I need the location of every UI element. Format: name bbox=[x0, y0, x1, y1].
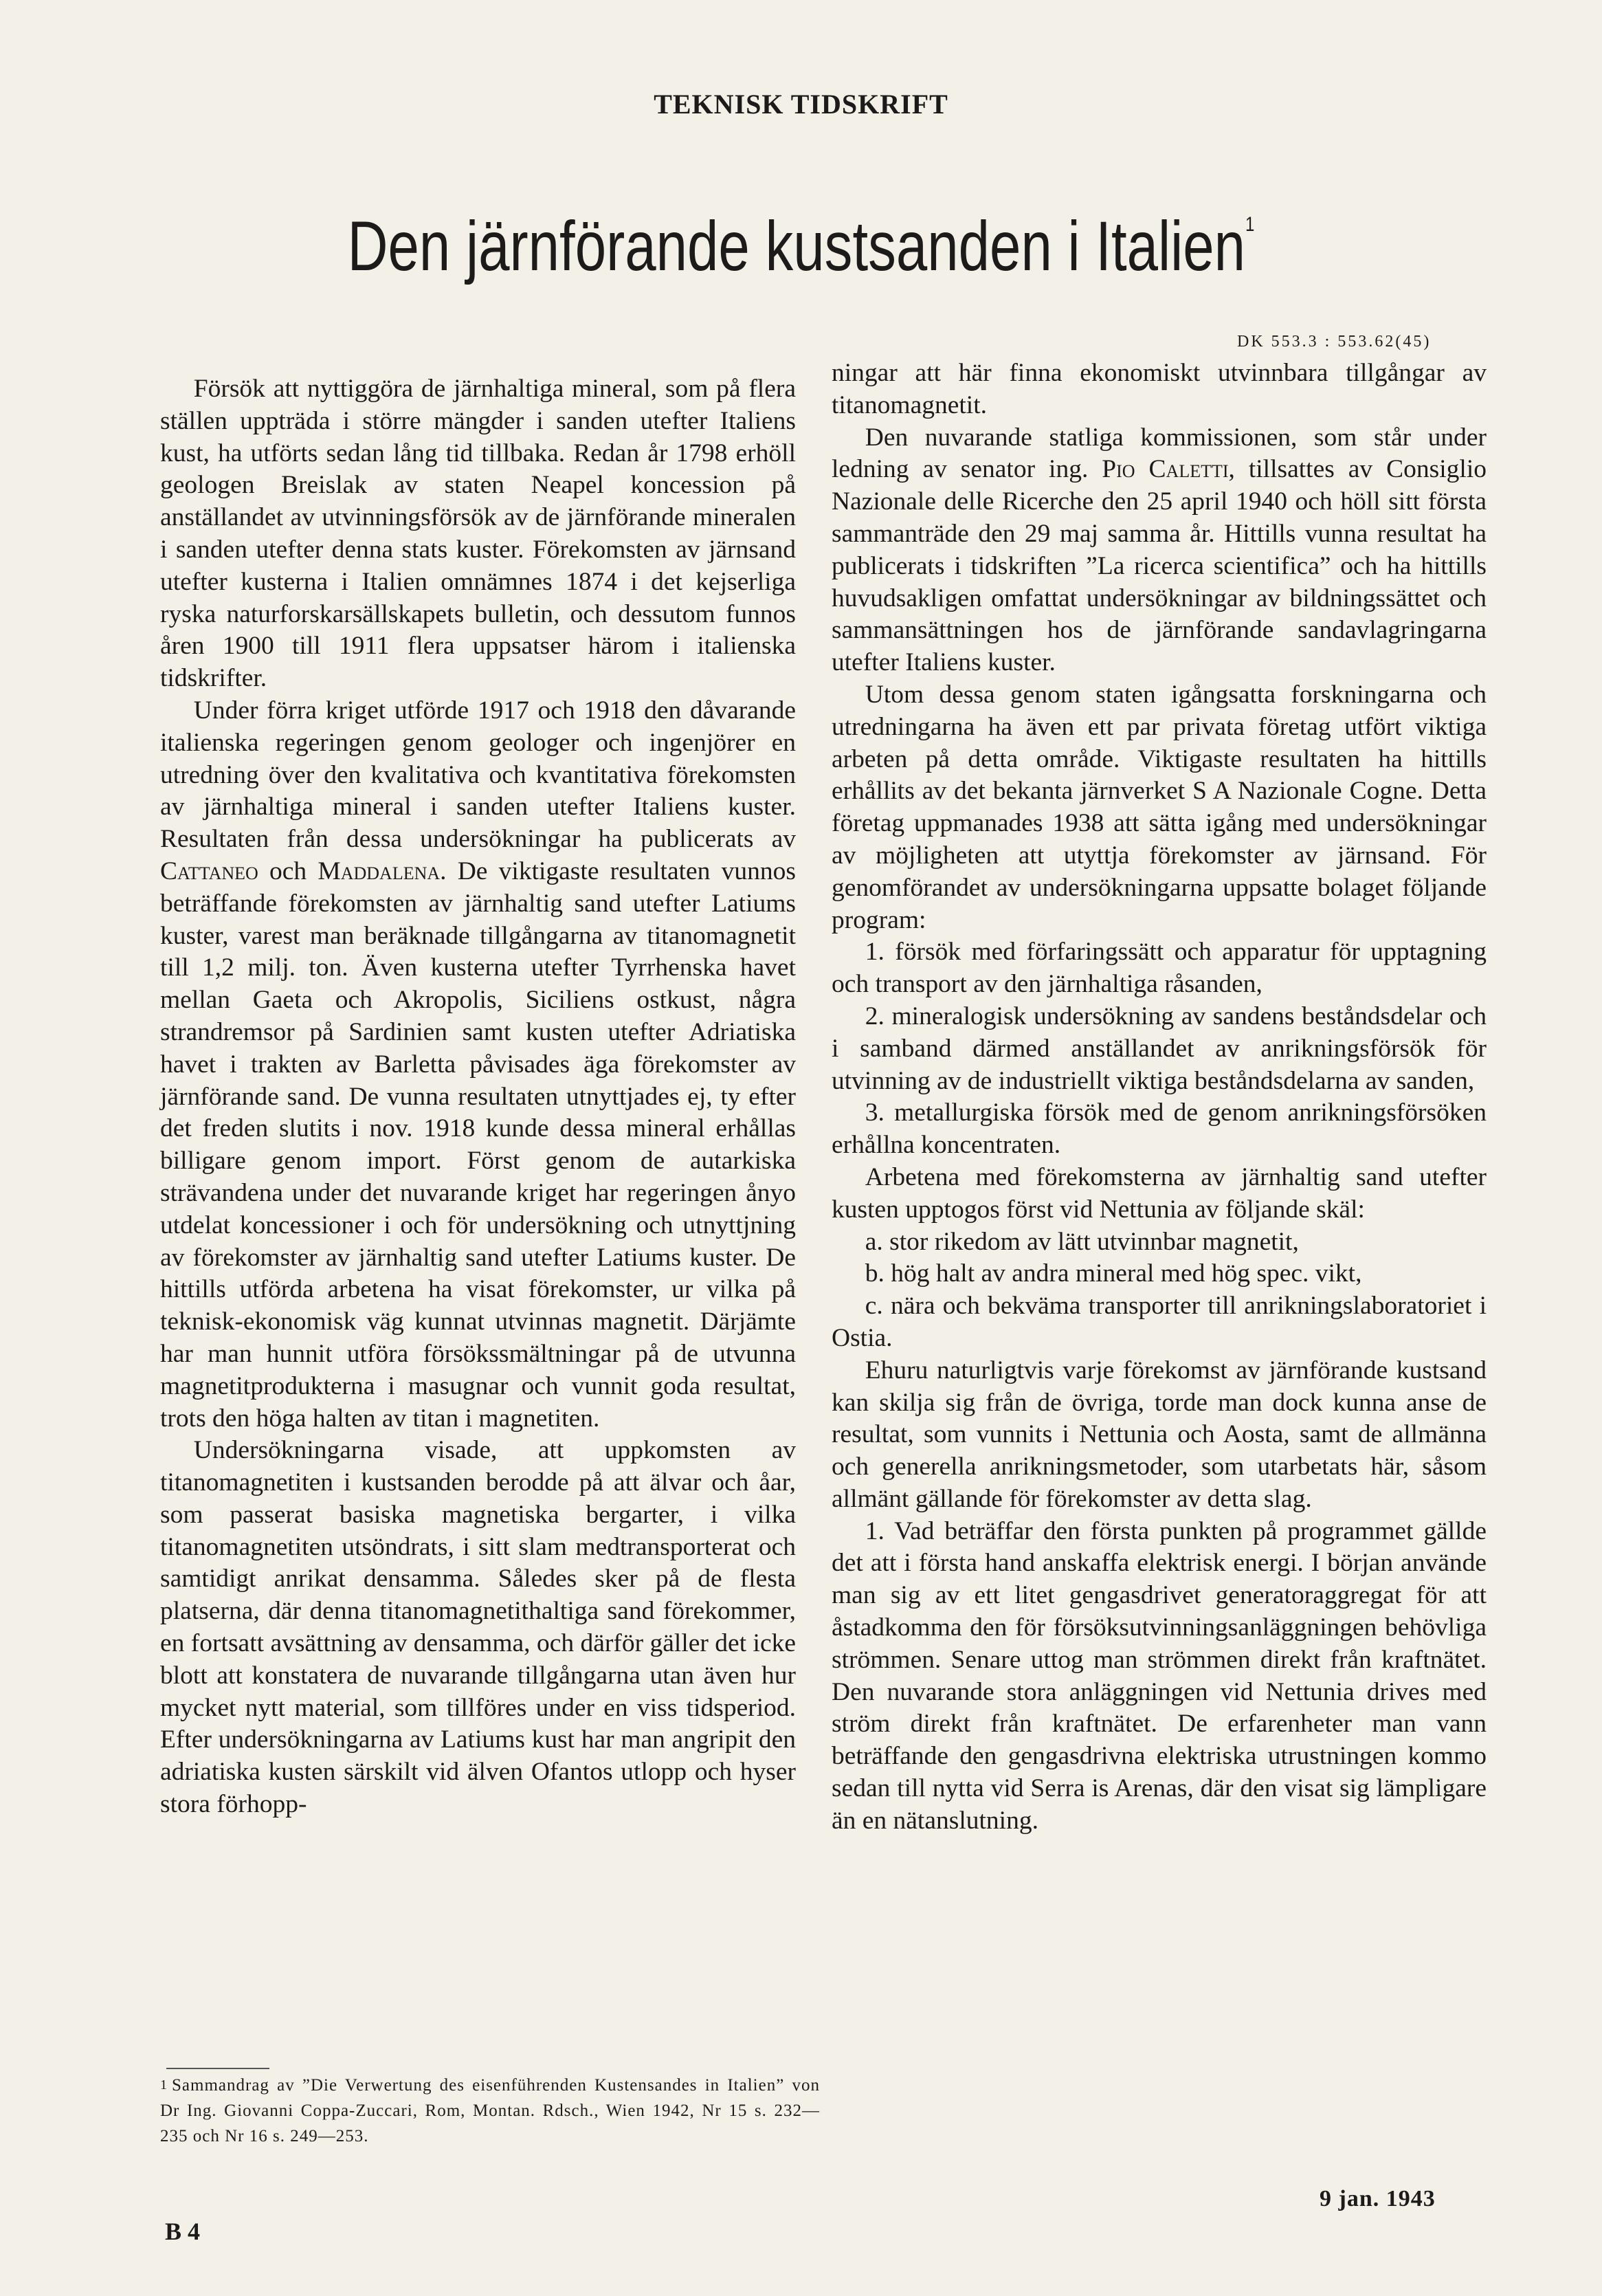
list-item: b. hög halt av andra mineral med hög spec. vikt, bbox=[865, 1259, 1362, 1288]
author-name: Maddalena bbox=[318, 857, 441, 885]
article-title bbox=[160, 208, 1442, 285]
paragraph-text: , tillsattes av Consiglio Nazionale delle Ricerche den 25 april 1940 och höll sitt första sammanträde den 29 maj samma år. Hittills vunna resultat ha publicerats i tidskriften ”La ricerca scientifica” och ha hittills huvudsakligen omfattat undersökningar av bildningssättet och sammansättningen hos de järnförande sandavlagringarna utefter Italiens kuster. bbox=[832, 455, 1487, 677]
footnote-number: 1 bbox=[160, 2077, 168, 2093]
footnote-divider bbox=[166, 2068, 269, 2069]
list-item: c. nära och bekväma transporter till anrikningslaboratoriet i Ostia. bbox=[832, 1292, 1487, 1352]
journal-masthead: TEKNISK TIDSKRIFT bbox=[654, 89, 948, 120]
paragraph bbox=[160, 695, 796, 1435]
list-item: a. stor rikedom av lätt utvinnbar magnetit, bbox=[865, 1227, 1299, 1256]
footnote-text: Sammandrag av ”Die Verwertung des eisenführenden Kustensandes in Italien” von Dr Ing. Giovanni Coppa-Zuccari, Rom, Montan. Rdsch., Wien 1942, Nr 15 s. 232—235 och Nr 16 s. 249—253. bbox=[160, 2076, 820, 2145]
paragraph: 1. Vad beträffar den första punkten på programmet gällde det att i första hand anskaffa elektrisk energi. I början använde man sig av ett litet gengasdrivet generatoraggregat för att åstadkomma den för försöksutvinningsanläggningen behövliga strömmen. Senare uttog man strömmen direkt från kraftnätet. Den nuvarande stora anläggningen vid Nettunia drives med ström direkt från kraftnätet. De erfarenheter man vann beträffande den gengasdrivna elektriska utrustningen kommo sedan till nytta vid Serra is Arenas, där den visat sig lämpligare än en nätanslutning. bbox=[832, 1516, 1487, 1835]
paragraph: Undersökningarna visade, att uppkomsten av titanomagnetiten i kustsanden berodde på att älvar och åar, som passerat basiska magnetiska bergarter, i vilka titanomagnetiten utsöndrats, i sitt slam medtransporterat och samtidigt anrikat densamma. Således sker på de flesta platserna, där denna titanomagnetithaltiga sand förekommer, en fortsatt avsättning av densamma, och därför gäller det icke blott att konstatera de nuvarande tillgångarna utan även hur mycket nytt material, som tillföres under en viss tidsperiod. Efter undersökningarna av Latiums kust har man angripit den adriatiska kusten särskilt vid älven Ofantos utlopp och hyser stora förhopp- bbox=[160, 1436, 796, 1819]
paragraph: Arbetena med förekomsterna av järnhaltig sand utefter kusten upptogos först vid Nettunia av följande skäl: bbox=[832, 1162, 1487, 1224]
person-name: Pio Caletti bbox=[1102, 455, 1229, 484]
page-number: B 4 bbox=[165, 2218, 201, 2245]
paragraph-text: . De viktigaste resultaten vunnos beträffande förekomsten av järnhaltig sand utefter Latiums kuster, varest man beräknade tillgångarna av titanomagnetit till 1,2 milj. ton. Även kusterna utefter Tyrrhenska havet mellan Gaeta och Akropolis, Siciliens ostkust, några strandremsor på Sardinien samt kusten utefter Adriatiska havet i trakten av Barletta påvisades äga förekomster av järnförande sand. De vunna resultaten utnyttjades ej, ty efter det freden slutits i nov. 1918 kunde dessa mineral erhållas billigare genom import. Först genom de autarkiska strävandena under det nuvarande kriget har regeringen ånyo utdelat koncessioner i och för undersökning och utnyttjning av förekomster av järnhaltig sand utefter Latiums kuster. De hittills utförda arbetena ha visat förekomster, ur vilka på teknisk-ekonomisk väg kunnat utvinnas magnetit. Därjämte har man hunnit utföra försökssmältningar på de utvunna magnetitprodukterna i masugnar och vunnit goda resultat, trots den höga halten av titan i magnetiten. bbox=[160, 857, 796, 1433]
paragraph-text: Den nuvarande statliga kommissionen, som står under ledning av senator ing. bbox=[832, 423, 1487, 484]
paragraph: Försök att nyttiggöra de järnhaltiga mineral, som på flera ställen uppträda i större mängder i sanden utefter Italiens kust, ha utförts sedan lång tid tillbaka. Redan år 1798 erhöll geologen Breislak av staten Neapel koncession på anställandet av utvinningsförsök av de järnförande mineralen i sanden utefter denna stats kuster. Förekomsten av järnsand utefter kusterna i Italien omnämnes 1874 i det kejserliga ryska naturforskarsällskapets bulletin, och dessutom funnos åren 1900 till 1911 flera uppsatser härom i italienska tidskrifter. bbox=[160, 375, 796, 693]
paragraph-text: Under förra kriget utförde 1917 och 1918 den dåvarande italienska regeringen genom geologer och ingenjörer en utredning över den kvalitativa och kvantitativa förekomsten av järnhaltiga mineral i sanden utefter Italiens kuster. Resultaten från dessa undersökningar ha publicerats av bbox=[160, 696, 796, 854]
paragraph: ningar att här finna ekonomiskt utvinnbara tillgångar av titanomagnetit. bbox=[832, 359, 1487, 419]
paragraph-text: och bbox=[258, 857, 318, 885]
column-right bbox=[832, 357, 1487, 1837]
author-name: Cattaneo bbox=[160, 857, 258, 885]
paragraph bbox=[832, 422, 1487, 679]
paragraph: Ehuru naturligtvis varje förekomst av järnförande kustsand kan skilja sig från de övriga, torde man dock kunna anse de resultat, som vunnits i Nettunia och Aosta, samt de allmänna och generella anrikningsmetoder, som utarbetats här, såsom allmänt gällande för förekomster av detta slag. bbox=[832, 1356, 1487, 1513]
list-item: 1. försök med förfaringssätt och apparatur för upptagning och transport av den järnhaltiga råsanden, bbox=[832, 938, 1487, 999]
issue-date: 9 jan. 1943 bbox=[1320, 2186, 1436, 2211]
list-item: 3. metallurgiska försök med de genom anrikningsförsöken erhållna koncentraten. bbox=[832, 1099, 1487, 1160]
article-title-text: Den järnförande kustsanden i Italien bbox=[347, 207, 1246, 285]
footnote-marker: 1 bbox=[1245, 213, 1255, 236]
paragraph: Utom dessa genom staten igångsatta forskningarna och utredningarna ha även ett par privata företag utfört viktiga arbeten på detta område. Viktigaste resultaten ha hittills erhållits av det bekanta järnverket S A Nazionale Cogne. Detta företag uppmanades 1938 att sätta igång med undersökningar av möjligheten att utyttja förekomster av järnsand. För genomförandet av undersökningarna uppsatte bolaget följande program: bbox=[832, 680, 1487, 934]
footnote bbox=[160, 2073, 820, 2149]
dk-classification: DK 553.3 : 553.62(45) bbox=[1237, 333, 1432, 351]
column-left bbox=[160, 373, 796, 1821]
list-item: 2. mineralogisk undersökning av sandens beståndsdelar och i samband därmed anställandet av anrikningsförsök för utvinning av de industriellt viktiga beståndsdelarna av sanden, bbox=[832, 1002, 1487, 1095]
